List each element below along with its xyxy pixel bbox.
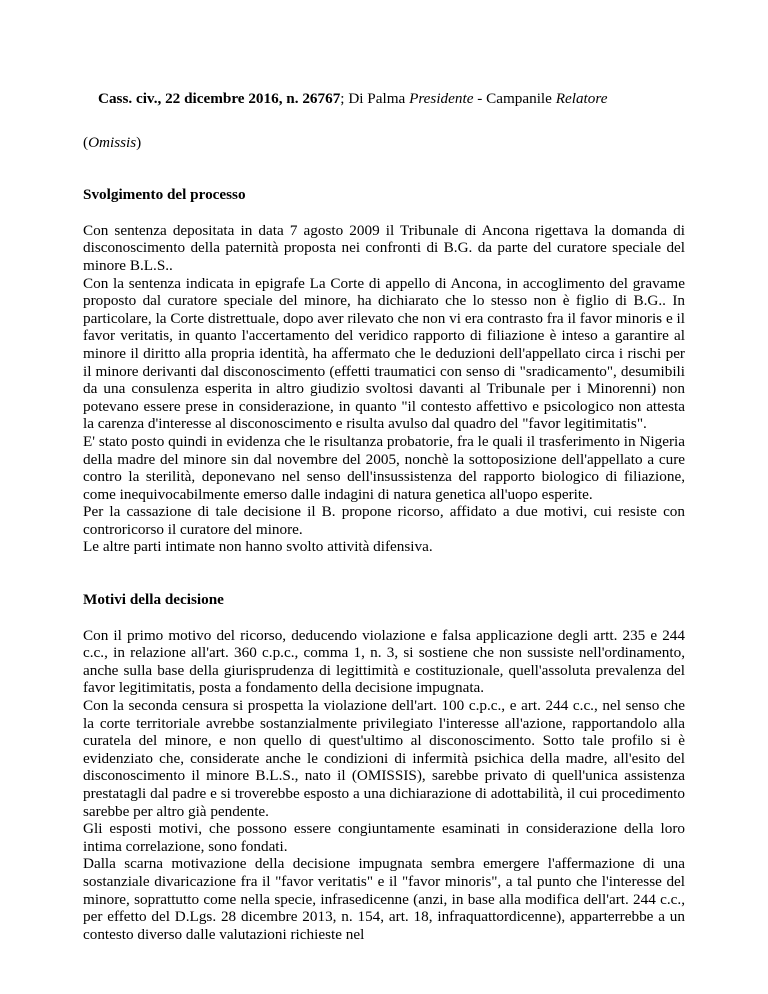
header-separator: ; Di Palma [340, 90, 410, 107]
paragraph: Per la cassazione di tale decisione il B. propone ricorso, affidato a due motivi, cui resiste con controricorso il curatore del minore. [83, 503, 685, 538]
section-title-motivi: Motivi della decisione [83, 591, 224, 609]
paragraph: Con la sentenza indicata in epigrafe La Corte di appello di Ancona, in accoglimento del gravame proposto dal curatore speciale del minore, ha dichiarato che lo stesso non è figlio di B.G.. In particolare, la Corte distrettuale, dopo aver rilevato che non vi era contrasto fra il favor minoris e il favor veritatis, in quanto l'accertamento del veridico rapporto di filiazione è inteso a garantire al minore il diritto alla propria identità, ha affermato che le deduzioni dell'appellato circa i rischi per il minore derivanti dal disconoscimento (effetti traumatici con senso di "sradicamento", desumibili da una consulenza esperita in altro giudizio svoltosi davanti al Tribunale per i Minorenni) non potevano essere prese in considerazione, in quanto "il contesto affettivo e psicologico non attesta la carenza d'interesse al disconoscimento e risulta avulso dal quadro del "favor legitimitatis". [83, 274, 685, 433]
president-role: Presidente [409, 90, 474, 107]
rapporteur-role: Relatore [555, 90, 608, 107]
omissis-close: ) [136, 133, 142, 151]
document-page [83, 90, 685, 943]
rapporteur-name: - Campanile [473, 90, 556, 107]
paragraph: Con sentenza depositata in data 7 agosto 2009 il Tribunale di Ancona rigettava la domanda di disconoscimento della paternità proposta nei confronti di B.G. da parte del curatore speciale del minore B.L.S.. [83, 221, 685, 274]
paragraph: Le altre parti intimate non hanno svolto attività difensiva. [83, 538, 433, 556]
paragraph: Con la seconda censura si prospetta la violazione dell'art. 100 c.p.c., e art. 244 c.c., nel senso che la corte territoriale avrebbe sostanzialmente privilegiato l'interesse all'azione, rapportandolo alla curatela del minore, e non quello di quest'ultimo al disconoscimento. Sotto tale profilo si è evidenziato che, considerate anche le condizioni di infermità psichica della madre, all'esito del disconoscimento il minore B.L.S., nato il (OMISSIS), sarebbe privato di quell'unica assistenza prestatagli dal padre e si troverebbe esposto a una dichiarazione di adottabilità, il cui procedimento sarebbe per altro già pendente. [83, 697, 685, 820]
paragraph: Con il primo motivo del ricorso, deducendo violazione e falsa applicazione degli artt. 235 e 244 c.c., in relazione all'art. 360 c.p.c., comma 1, n. 3, si sostiene che non sussiste nell'ordinamento, anche sulla base della giurisprudenza di legittimità e costituzionale, quell'assoluta prevalenza del favor legitimitatis, posta a fondamento della decisione impugnata. [83, 626, 685, 697]
document-header [98, 90, 685, 108]
omissis-note [83, 134, 685, 152]
omissis-open: ( [83, 133, 89, 151]
paragraph: E' stato posto quindi in evidenza che le risultanza probatorie, fra le quali il trasferimento in Nigeria della madre del minore sin dal novembre del 2005, nonchè la sottoposizione dell'appellato a cure contro la sterilità, deponevano nel senso dell'insussistenza del rapporto biologico di filiazione, come inequivocabilmente emerso dalle indagini di natura genetica all'uopo esperite. [83, 432, 685, 503]
paragraph: Dalla scarna motivazione della decisione impugnata sembra emergere l'affermazione di una sostanziale divaricazione fra il "favor veritatis" e il "favor minoris", a tal punto che l'interesse del minore, soprattutto come nella specie, infrasedicenne (anzi, in base alla modifica dell'art. 244 c.c., per effetto del D.Lgs. 28 dicembre 2013, n. 154, art. 18, infraquattordicenne), apparterrebbe a un contesto diverso dalle valutazioni richieste nel [83, 855, 685, 943]
paragraph: Gli esposti motivi, che possono essere congiuntamente esaminati in considerazione della loro intima correlazione, sono fondati. [83, 820, 685, 855]
section-title-svolgimento: Svolgimento del processo [83, 186, 246, 204]
case-citation: Cass. civ., 22 dicembre 2016, n. 26767 [98, 90, 341, 107]
omissis-word: Omissis [88, 133, 137, 151]
